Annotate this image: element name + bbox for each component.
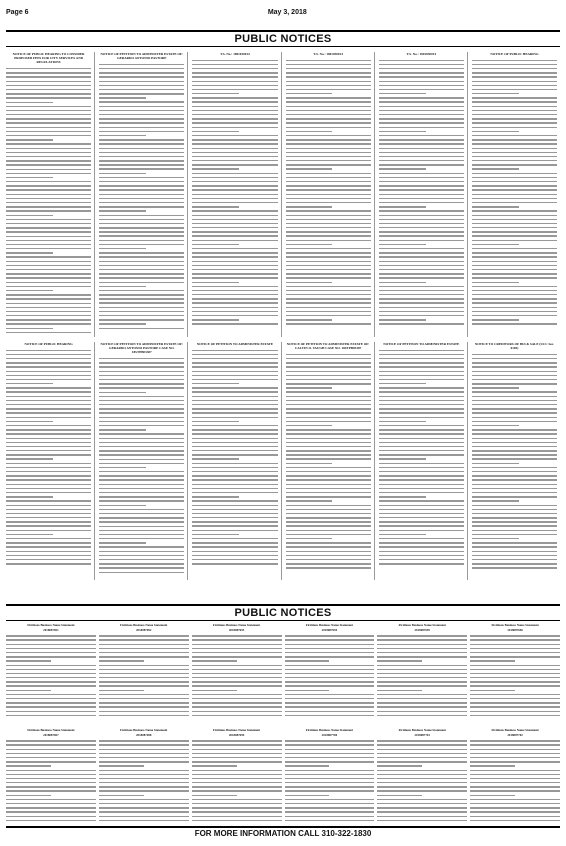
notice-title: Fictitious Business Name Statement [305, 729, 353, 732]
notice-body-text [99, 634, 189, 718]
notice-number: 2018087697 [43, 732, 59, 737]
notice-number: 2018087701 [414, 732, 430, 737]
notice-number: 2018087698 [136, 732, 152, 737]
middle-notice-column [286, 342, 375, 580]
page-number: Page 6 [6, 8, 29, 16]
notice-body-text [192, 634, 282, 718]
notice-title: NOTICE OF PUBLIC HEARING [490, 52, 539, 56]
fictitious-business-notice [470, 729, 560, 828]
footer-info: FOR MORE INFORMATION CALL 310-322-1830 [6, 826, 560, 840]
fictitious-business-notice [192, 729, 282, 828]
top-notice-column [192, 52, 281, 337]
top-notice-column [99, 52, 188, 337]
fictitious-business-notice [99, 729, 189, 828]
top-section-title: PUBLIC NOTICES [6, 30, 560, 47]
notice-number: 2018087699 [228, 732, 245, 737]
fictitious-business-notice [6, 624, 96, 723]
notice-title: NOTICE OF PETITION TO ADMINISTER ESTATE OF: CALVIN O. VAUGH CASE NO. 18STPB03387 [286, 342, 370, 351]
notice-title: NOTICE OF PUBLIC HEARING [24, 342, 73, 346]
notice-title: Fictitious Business Name Statement [212, 624, 261, 627]
fictitious-business-notice [285, 729, 375, 828]
notice-title: Fictitious Business Name Statement [491, 729, 539, 732]
notice-title: NOTICE OF PETITION TO ADMINISTER ESTATE OF: GERARDO ANTONIO PASTORE CASE NO. 18STPB03387 [100, 342, 184, 355]
middle-notice-column [472, 342, 560, 580]
notice-body-text [470, 634, 560, 718]
notice-body-text [377, 634, 467, 718]
notice-body-text [6, 739, 96, 823]
notice-body-text [99, 739, 189, 823]
notice-body-text [192, 348, 277, 566]
notice-body-text [470, 739, 560, 823]
middle-notice-column [6, 342, 95, 580]
notice-title: NOTICE OF PUBLIC HEARING TO CONSIDER PROPOSED FEES FOR CITY SERVICES AND REGULATIONS [12, 52, 85, 65]
notice-title: T.S. No.: 1801030014 [406, 52, 437, 56]
bottom-section-title: PUBLIC NOTICES [6, 604, 560, 621]
notice-body-text [192, 739, 282, 823]
notice-body-text [377, 739, 467, 823]
middle-notice-column [99, 342, 188, 580]
fictitious-notices-grid [6, 624, 560, 828]
notice-title: NOTICE OF PETITION TO ADMINISTER ESTATE OF: GERARDO ANTONIO PASTORE [100, 52, 184, 61]
notice-number: 2018087692 [136, 627, 152, 632]
notice-body-text [6, 348, 91, 566]
notice-body-text [286, 352, 371, 570]
middle-notice-column [192, 342, 281, 580]
notice-body-text [192, 58, 277, 326]
notice-title: NOTICE TO CREDITORS OF BULK SALE (UCC Sec. 6105) [474, 342, 555, 351]
notice-body-text [379, 58, 464, 326]
notice-title: Fictitious Business Name Statement [27, 624, 75, 627]
notice-body-text [99, 62, 184, 330]
notice-number: 2018087693 [228, 627, 245, 632]
notice-title: Fictitious Business Name Statement [491, 624, 539, 627]
notice-body-text [285, 739, 375, 823]
fictitious-business-notice [99, 624, 189, 723]
notice-number: 2018087700 [321, 732, 338, 737]
notice-title: T.S. No.: 1801030014 [220, 52, 250, 56]
notice-number: 2018087702 [507, 732, 523, 737]
top-notice-columns [6, 52, 560, 337]
notice-title: Fictitious Business Name Statement [305, 624, 353, 627]
fictitious-business-notice [470, 624, 560, 723]
notice-body-text [6, 67, 91, 335]
notice-title: NOTICE OF PETITION TO ADMINISTER ESTATE [383, 342, 460, 346]
fictitious-business-notice [6, 729, 96, 828]
top-notice-column [6, 52, 95, 337]
page-date: May 3, 2018 [267, 8, 307, 16]
top-notice-column [379, 52, 468, 337]
fictitious-business-notice [192, 624, 282, 723]
notice-body-text [379, 348, 464, 566]
notice-title: Fictitious Business Name Statement [27, 729, 75, 732]
notice-title: Fictitious Business Name Statement [398, 729, 446, 732]
notice-title: T.S. No.: 1801030014 [313, 52, 343, 56]
notice-title: Fictitious Business Name Statement [212, 729, 261, 732]
notice-title: Fictitious Business Name Statement [398, 624, 446, 627]
notice-number: 2018087695 [414, 627, 430, 632]
notice-title: Fictitious Business Name Statement [120, 624, 168, 627]
notice-number: 2018087694 [321, 627, 338, 632]
notice-title: Fictitious Business Name Statement [120, 729, 168, 732]
fictitious-business-notice [377, 624, 467, 723]
top-notice-column [472, 52, 560, 337]
fictitious-business-notice [377, 729, 467, 828]
middle-notice-column [379, 342, 468, 580]
notice-title: NOTICE OF PETITION TO ADMINISTER ESTATE [196, 342, 273, 346]
notice-number: 2018087691 [43, 627, 59, 632]
notice-body-text [472, 352, 557, 570]
middle-notice-columns [6, 342, 560, 580]
notice-body-text [99, 357, 184, 575]
notice-body-text [472, 58, 557, 326]
notice-body-text [285, 634, 375, 718]
notice-body-text [286, 58, 371, 326]
fictitious-business-notice [285, 624, 375, 723]
top-notice-column [286, 52, 375, 337]
notice-number: 2018087696 [507, 627, 523, 632]
page-header [6, 6, 560, 18]
notice-body-text [6, 634, 96, 718]
